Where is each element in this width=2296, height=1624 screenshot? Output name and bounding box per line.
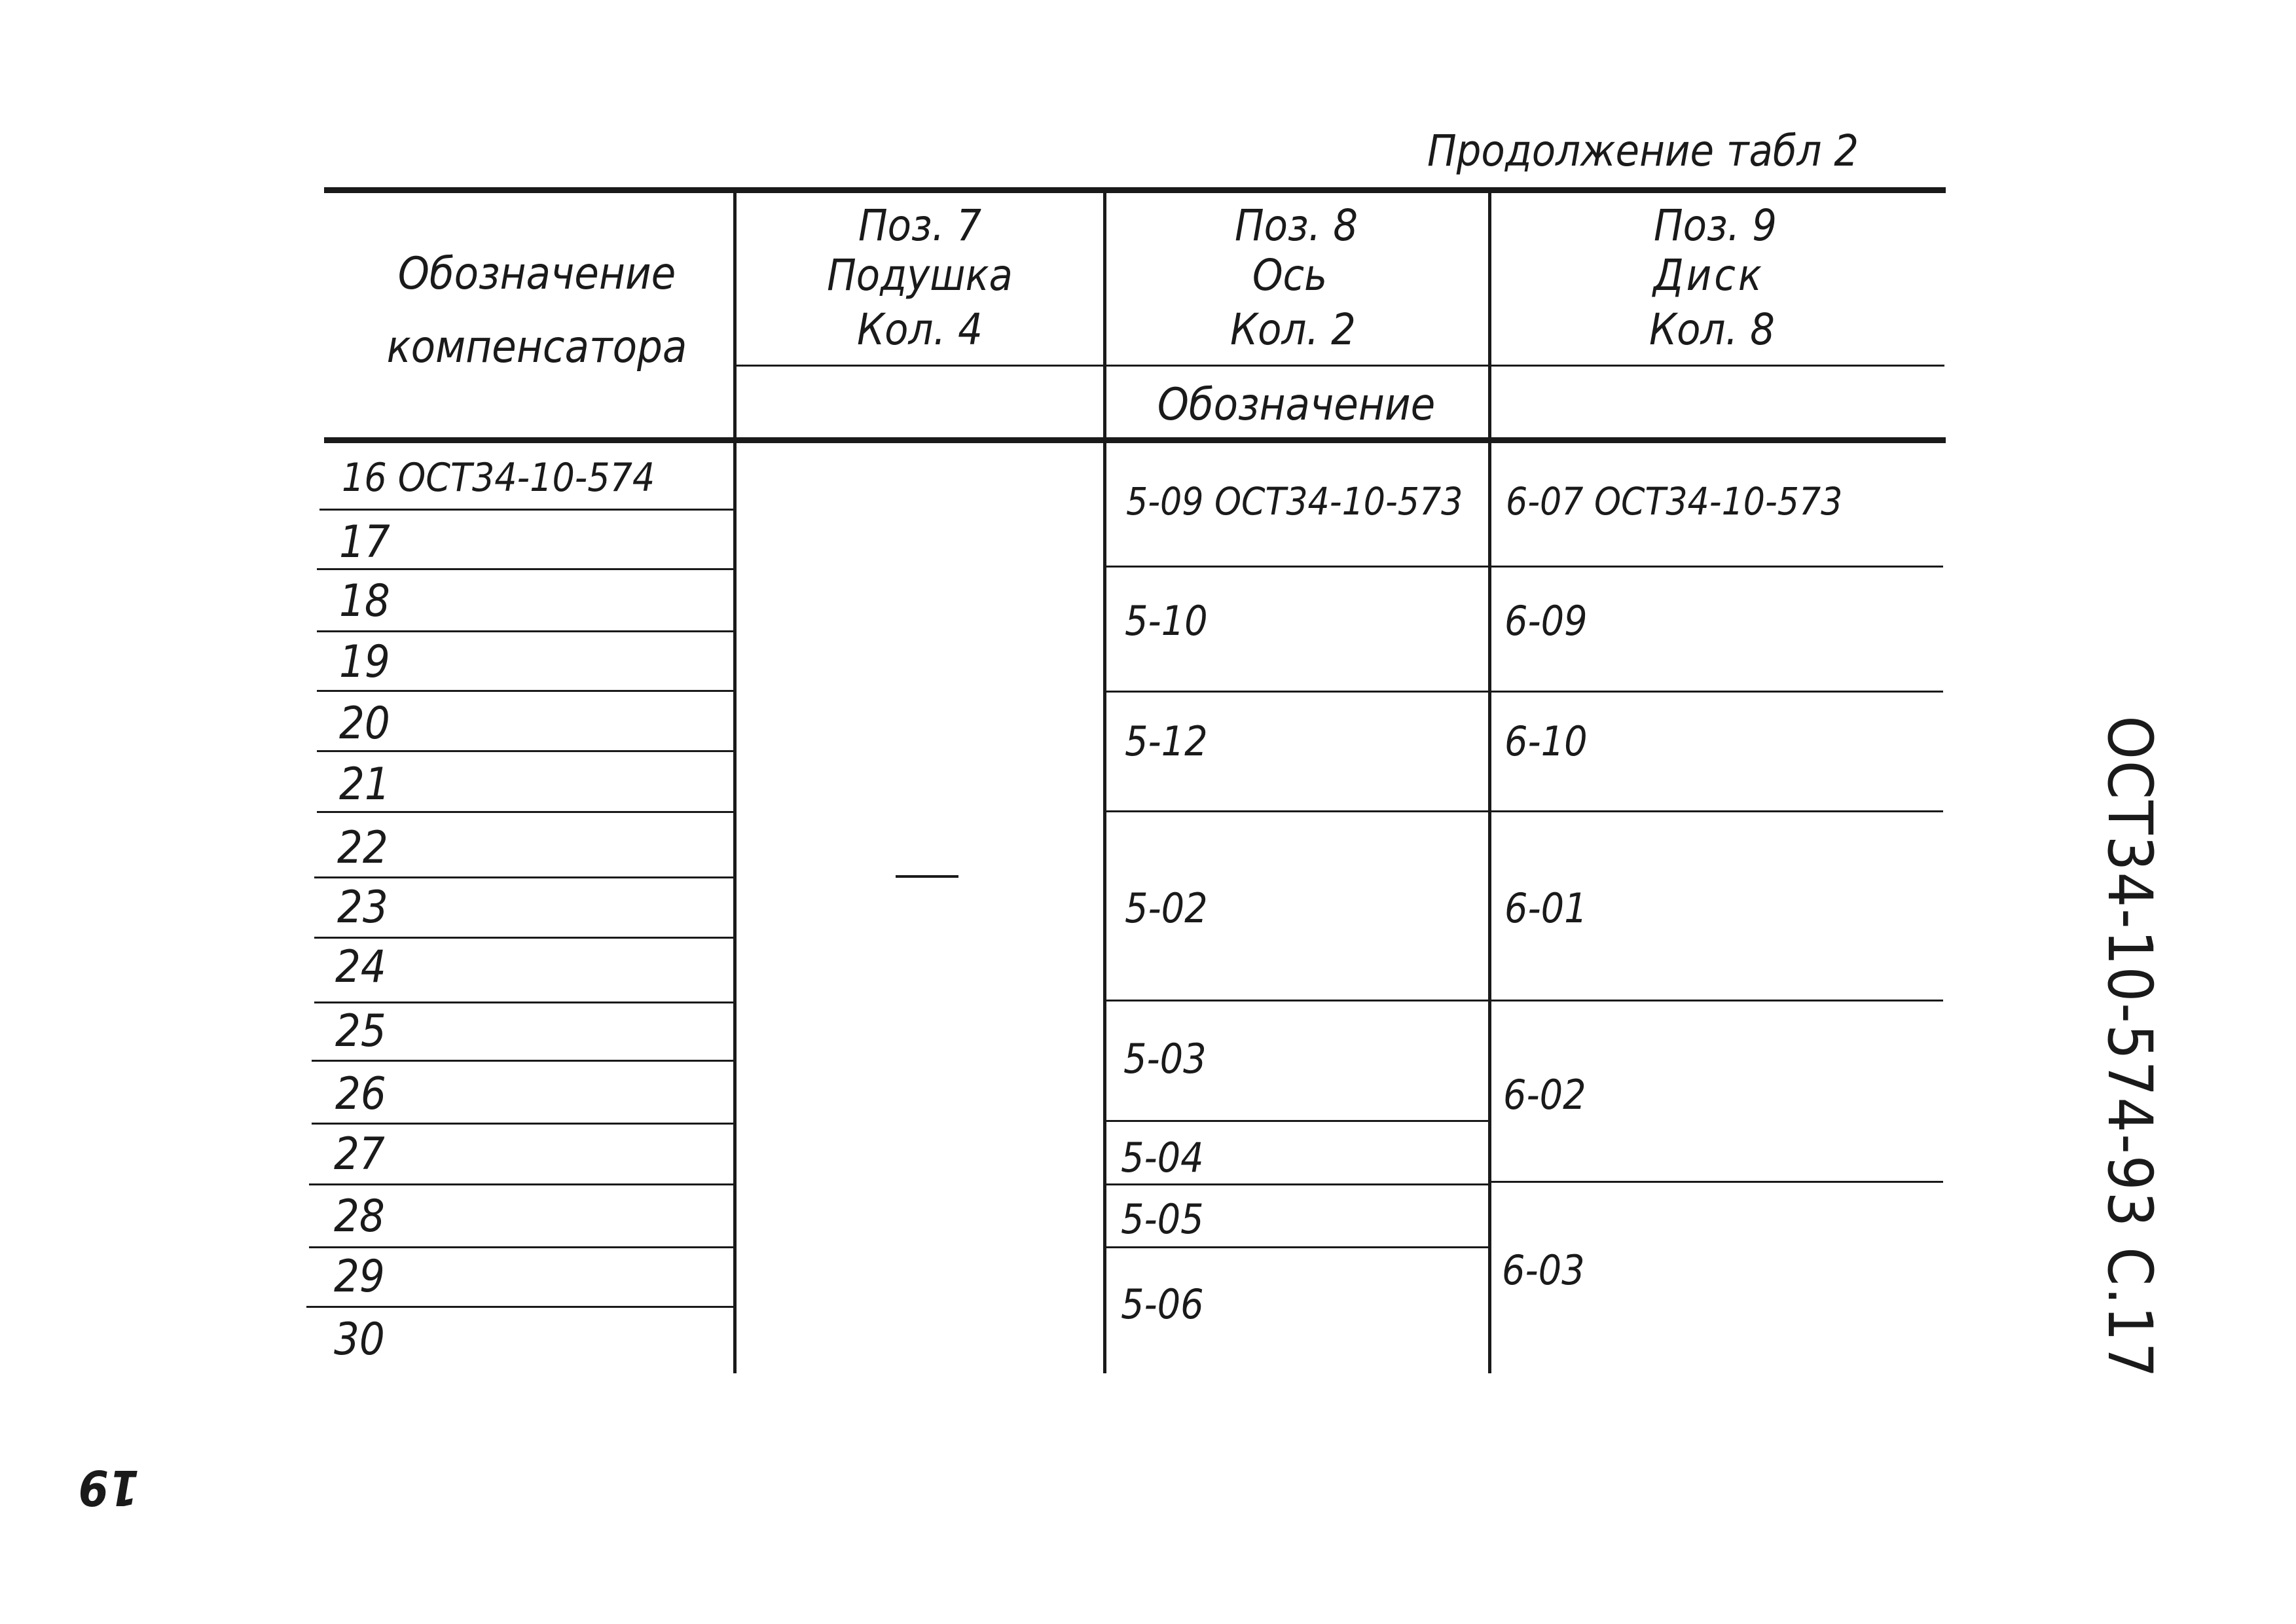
row-27: 27: [334, 1128, 385, 1180]
pos9-value: 6-07 ОСТ34-10-573: [1506, 479, 1843, 524]
row-18: 18: [339, 575, 390, 627]
row-16: 16 ОСТ34-10-574: [342, 455, 655, 501]
pos9-value: 6-03: [1502, 1246, 1585, 1294]
pos7-header-pos: Поз. 7: [858, 200, 982, 251]
row-rule: [317, 630, 735, 632]
row-25: 25: [335, 1005, 386, 1057]
row-30: 30: [334, 1314, 385, 1365]
row-17: 17: [339, 516, 390, 568]
pos8-value: 5-03: [1123, 1035, 1207, 1083]
row-24: 24: [335, 941, 386, 993]
pos8-group-rule: [1105, 691, 1489, 693]
pos8-value: 5-06: [1121, 1280, 1204, 1328]
row-rule: [317, 750, 735, 752]
pos8-group-rule: [1105, 1246, 1489, 1248]
row-rule: [319, 509, 735, 511]
designation-header-line-2: компенсатора: [386, 321, 687, 373]
pos8-header-name: Ось: [1252, 250, 1328, 300]
pos8-group-rule: [1105, 810, 1489, 812]
row-rule: [314, 876, 735, 878]
pos9-header-qty: Кол. 8: [1649, 304, 1775, 355]
column-divider-2: [1103, 190, 1106, 1373]
pos8-group-rule: [1105, 1183, 1489, 1185]
pos9-group-rule: [1490, 691, 1943, 693]
designation-subheader: Обозначение: [1157, 379, 1436, 431]
row-rule: [317, 690, 735, 692]
column-divider-1: [733, 190, 737, 1373]
pos8-group-rule: [1105, 1120, 1489, 1122]
row-28: 28: [334, 1191, 385, 1242]
pos8-value: 5-10: [1125, 597, 1208, 645]
header-mid-rule: [737, 365, 1944, 367]
pos9-value: 6-02: [1503, 1071, 1586, 1119]
pos9-group-rule: [1490, 810, 1943, 812]
pos8-value: 5-05: [1121, 1195, 1204, 1243]
row-20: 20: [339, 698, 390, 749]
table-top-rule: [324, 187, 1946, 193]
row-rule: [309, 1246, 735, 1248]
row-rule: [317, 568, 735, 570]
row-29: 29: [334, 1251, 385, 1303]
row-rule: [312, 1060, 735, 1062]
row-rule: [314, 1001, 735, 1003]
pos9-value: 6-10: [1504, 717, 1588, 765]
pos8-value: 5-04: [1121, 1134, 1204, 1182]
pos9-group-rule: [1490, 566, 1943, 568]
pos7-header-name: Подушка: [827, 250, 1013, 300]
pos8-header-pos: Поз. 8: [1234, 200, 1358, 251]
pos7-value-dash: [896, 875, 958, 878]
designation-header-line-1: Обозначение: [397, 248, 676, 300]
table-caption: Продолжение табл 2: [1427, 126, 1859, 176]
pos8-group-rule: [1105, 1000, 1489, 1001]
row-rule: [306, 1306, 735, 1308]
document-designation-side: ОСТ34-10-574-93 С.17: [2094, 715, 2165, 1379]
row-19: 19: [339, 636, 390, 688]
row-rule: [309, 1183, 735, 1185]
pos9-value: 6-01: [1504, 884, 1588, 932]
row-rule: [312, 1123, 735, 1125]
row-26: 26: [335, 1068, 386, 1120]
pos8-value: 5-09 ОСТ34-10-573: [1126, 479, 1463, 524]
pos8-header-qty: Кол. 2: [1230, 304, 1356, 355]
pos9-group-rule: [1490, 1181, 1943, 1183]
pos8-group-rule: [1105, 566, 1489, 568]
row-rule: [317, 811, 735, 813]
row-rule: [314, 937, 735, 939]
pos9-header-name: Диск: [1653, 250, 1764, 300]
row-22: 22: [337, 822, 388, 874]
pos9-value: 6-09: [1504, 597, 1588, 645]
header-bottom-rule: [324, 437, 1946, 443]
column-divider-3: [1488, 190, 1491, 1373]
pos8-value: 5-02: [1125, 884, 1208, 932]
page-number: 19: [79, 1459, 139, 1515]
row-21: 21: [339, 759, 390, 810]
pos9-header-pos: Поз. 9: [1653, 200, 1777, 251]
pos9-group-rule: [1490, 1000, 1943, 1001]
pos8-value: 5-12: [1125, 717, 1208, 765]
pos7-header-qty: Кол. 4: [857, 304, 983, 355]
row-23: 23: [337, 882, 388, 933]
